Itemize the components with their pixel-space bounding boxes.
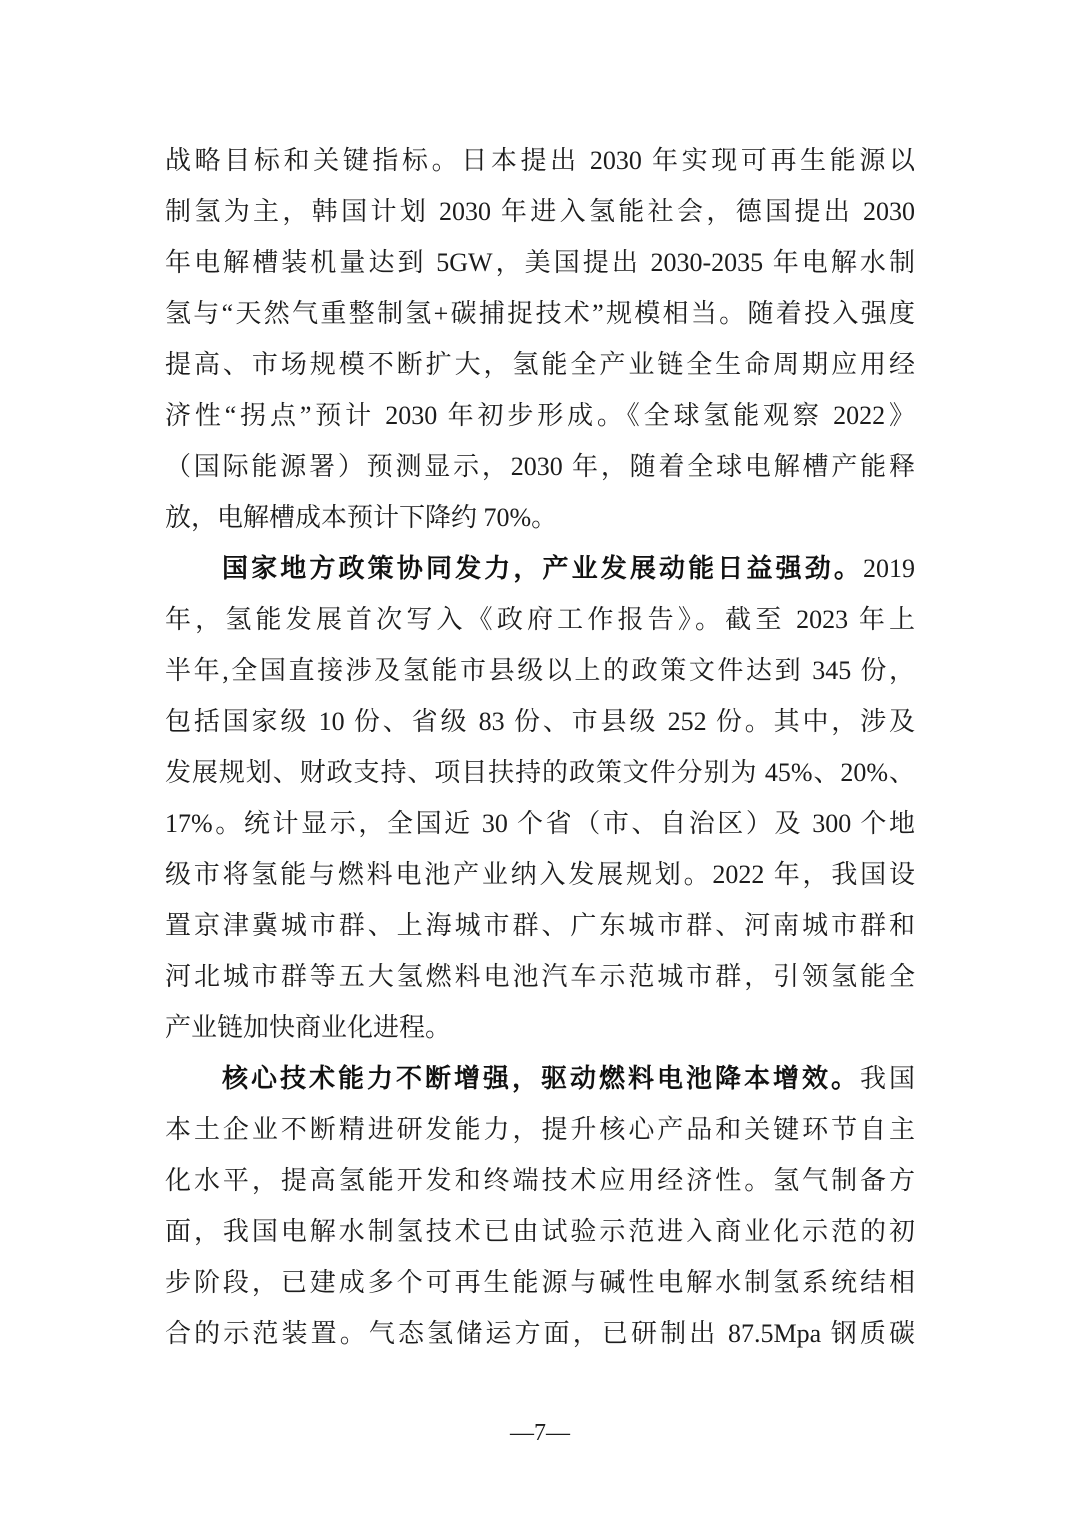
- paragraph-heading: 国家地方政策协同发力，产业发展动能日益强劲。: [222, 554, 863, 583]
- paragraph-heading: 核心技术能力不断增强，驱动燃料电池降本增效。: [222, 1064, 860, 1093]
- text-line: 年电解槽装机量达到 5GW，美国提出 2030-2035 年电解水制: [165, 248, 915, 277]
- text-line: 化水平，提高氢能开发和终端技术应用经济性。氢气制备方: [165, 1166, 915, 1195]
- text-run: 2019: [863, 554, 915, 583]
- paragraph-first-line: [165, 543, 915, 594]
- text-line: 级市将氢能与燃料电池产业纳入发展规划。2022 年，我国设: [165, 860, 915, 889]
- text-line: 氢与“天然气重整制氢+碳捕捉技术”规模相当。随着投入强度: [165, 299, 915, 328]
- text-line: 战略目标和关键指标。日本提出 2030 年实现可再生能源以: [165, 146, 915, 175]
- text-run: 我国: [859, 1064, 915, 1093]
- text-line: 包括国家级 10 份、省级 83 份、市县级 252 份。其中，涉及: [165, 707, 915, 736]
- text-line: 半年,全国直接涉及氢能市县级以上的政策文件达到 345 份，: [165, 656, 915, 685]
- text-line: 济性“拐点”预计 2030 年初步形成。《全球氢能观察 2022》: [165, 401, 915, 430]
- text-line: 产业链加快商业化进程。: [165, 1013, 452, 1042]
- text-line: 放，电解槽成本预计下降约 70%。: [165, 503, 558, 532]
- page-number: —7—: [510, 1420, 570, 1446]
- text-line: （国际能源署）预测显示，2030 年，随着全球电解槽产能释: [165, 452, 915, 481]
- text-line: 面，我国电解水制氢技术已由试验示范进入商业化示范的初: [165, 1217, 915, 1246]
- text-line: 本土企业不断精进研发能力，提升核心产品和关键环节自主: [165, 1115, 915, 1144]
- text-line: 发展规划、财政支持、项目扶持的政策文件分别为 45%、20%、: [165, 758, 915, 787]
- text-line: 年，氢能发展首次写入《政府工作报告》。截至 2023 年上: [165, 605, 915, 634]
- text-line: 步阶段，已建成多个可再生能源与碱性电解水制氢系统结相: [165, 1268, 915, 1297]
- text-line: 河北城市群等五大氢燃料电池汽车示范城市群，引领氢能全: [165, 962, 915, 991]
- text-line: 合的示范装置。气态氢储运方面，已研制出 87.5Mpa 钢质碳: [165, 1319, 915, 1348]
- text-line: 17%。统计显示，全国近 30 个省（市、自治区）及 300 个地: [165, 809, 915, 838]
- body-text: [165, 135, 915, 1359]
- text-line: 提高、市场规模不断扩大，氢能全产业链全生命周期应用经: [165, 350, 915, 379]
- paragraph-first-line: [165, 1053, 915, 1104]
- text-line: 制氢为主，韩国计划 2030 年进入氢能社会，德国提出 2030: [165, 197, 915, 226]
- text-line: 置京津冀城市群、上海城市群、广东城市群、河南城市群和: [165, 911, 915, 940]
